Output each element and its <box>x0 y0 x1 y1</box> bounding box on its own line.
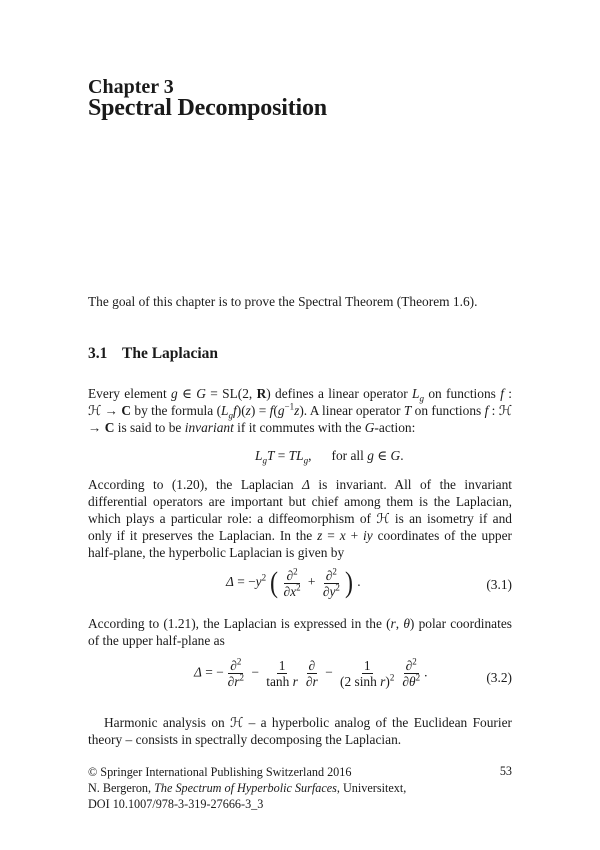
copyright-footer <box>88 764 512 812</box>
equation-3-1: $\Delta = -y^2$ ( $\frac{\partial^2}{\partial x^2}$ + $\frac{\partial^2}{\partial y^2}$ ) . <box>226 566 361 599</box>
citation-line: N. Bergeron, The Spectrum of Hyperbolic Surfaces, Universitext, <box>88 781 407 795</box>
equation-invariance: $L_gT = TL_g$, for all g ∈ G. <box>255 448 404 466</box>
chapter-label: Chapter 3 <box>88 76 174 98</box>
chapter-title: Spectral Decomposition <box>88 95 327 121</box>
equation-number-3-2: (3.2) <box>486 670 512 685</box>
copyright-line: © Springer International Publishing Switzerland 2016 <box>88 765 352 779</box>
section-heading <box>88 345 218 363</box>
paragraph-laplacian: According to (1.20), the Laplacian Δ is invariant. All of the invariant differential operators are important but chief among them is the Laplacian, which plays a particular role: a diffeomorphism of ℋ is an isometry if and only if it preserves the Laplacian. In the z = x + iy coordinates of the upper half-plane, the hyperbolic Laplacian is given by <box>88 477 513 560</box>
section-number: 3.1 <box>88 345 108 362</box>
page-number: 53 <box>499 764 512 778</box>
equation-3-2: Δ = − $\frac{\partial^2}{\partial r^2}$ − $\frac{1}{\text{tanh r}}$ $\frac{\partial}{\partial r}$ − $\frac{1}{(2 \sinh r)^2}$ $\frac{\partial^2}{\partial\theta^2}$ . <box>194 656 428 689</box>
paragraph-harmonic: Harmonic analysis on ℋ – a hyperbolic analog of the Euclidean Fourier theory – consists in spectrally decomposing the Laplacian. <box>88 715 512 747</box>
book-title: The Spectrum of Hyperbolic Surfaces <box>154 781 337 795</box>
paragraph-polar: According to (1.21), the Laplacian is expressed in the (r, θ) polar coordinates of the upper half-plane as <box>88 616 513 648</box>
section-title: The Laplacian <box>122 345 219 362</box>
equation-number-3-1: (3.1) <box>486 577 512 592</box>
doi-line: DOI 10.1007/978-3-319-27666-3_3 <box>88 797 264 811</box>
intro-paragraph: The goal of this chapter is to prove the Spectral Theorem (Theorem 1.6). <box>88 294 478 309</box>
paragraph-invariant: Every element g ∈ G = SL(2, R) defines a linear operator $L_g$ on functions f : ℋ → C by the formula $(L_gf)(z) = f(g^{-1}z)$. A linear operator T on functions f : ℋ → C is said to be invariant if it commutes with the G-action: <box>88 386 512 435</box>
